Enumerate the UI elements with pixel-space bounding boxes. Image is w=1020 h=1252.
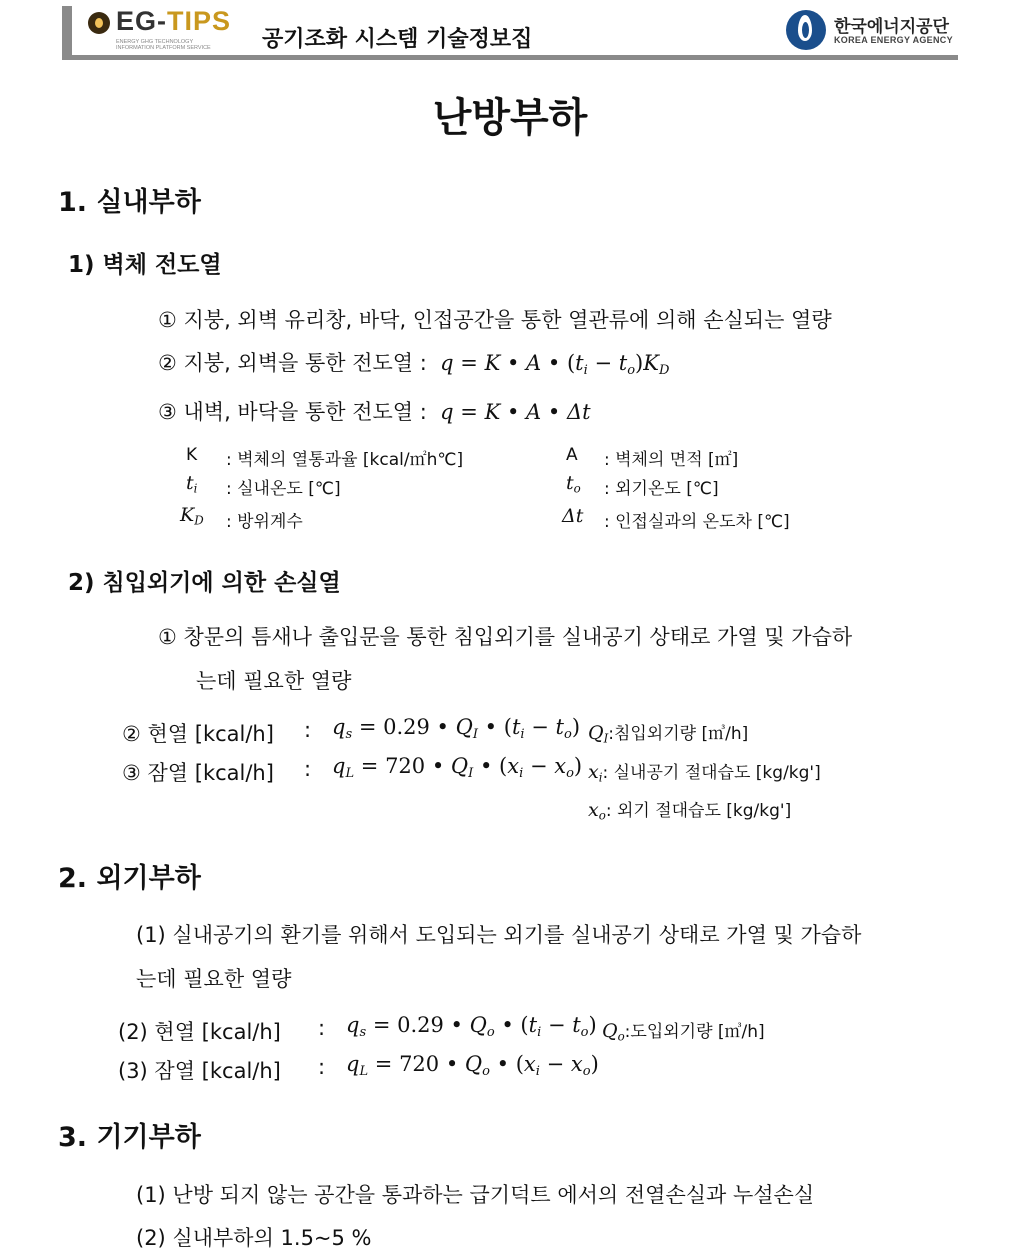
drop-icon: [88, 12, 110, 34]
legend-k-symbol: K: [186, 445, 198, 465]
subsection-heading-infiltration: 2) 침입외기에 의한 손실열: [68, 570, 341, 596]
infiltration-xo-note: $x_o$: 외기 절대습도 [kg/kg']: [588, 799, 792, 823]
outdoor-qo-note: $Q_o$:도입외기량 [㎥/h]: [602, 1020, 765, 1044]
section-heading-indoor-load: 1. 실내부하: [58, 187, 201, 218]
agency-name-ko: 한국에너지공단: [834, 17, 949, 37]
infiltration-qi-note: $Q_I$:침입외기량 [㎥/h]: [588, 722, 749, 746]
subsection-heading-wall-conduction: 1) 벽체 전도열: [68, 252, 222, 278]
page-title: 난방부하: [432, 95, 588, 141]
korea-energy-agency-logo: [786, 8, 956, 52]
logo-subtitle: ENERGY GHG TECHNOLOGY INFORMATION PLATFORM SERVICE: [116, 39, 211, 51]
infiltration-item-1-line2: 는데 필요한 열량: [196, 669, 352, 693]
latent-heat-label: ③ 잠열 [kcal/h]: [122, 761, 274, 785]
legend-dt-desc: : 인접실과의 온도차 [℃]: [604, 512, 790, 532]
legend-dt-symbol: Δt: [562, 505, 584, 527]
agency-name-en: KOREA ENERGY AGENCY: [834, 35, 953, 45]
legend-k-desc: : 벽체의 열통과율 [kcal/㎡h℃]: [226, 450, 464, 470]
infiltration-xi-note: $x_i$: 실내공기 절대습도 [kg/kg']: [588, 761, 821, 785]
formula-inner-wall: q = K • A • Δt: [433, 400, 591, 424]
colon: :: [304, 757, 312, 781]
document-series-title: 공기조화 시스템 기술정보집: [262, 27, 533, 52]
outdoor-sensible-label: (2) 현열 [kcal/h]: [118, 1020, 281, 1044]
colon: :: [304, 718, 312, 742]
outdoor-item-1-line1: (1) 실내공기의 환기를 위해서 도입되는 외기를 실내공기 상태로 가열 및 가습하: [136, 923, 862, 947]
wall-item-1: ① 지붕, 외벽 유리창, 바닥, 인접공간을 통한 열관류에 의해 손실되는 열량: [158, 308, 832, 332]
legend-a-desc: : 벽체의 면적 [㎡]: [604, 450, 739, 470]
legend-ti-symbol: $t_i$: [186, 472, 198, 496]
eg-tips-logo: [88, 8, 238, 52]
logo-text: EG-TIPS: [116, 6, 232, 36]
formula-outdoor-sensible: $q_s = 0.29$ • $Q_o$ • $(t_i - t_o)$: [346, 1013, 597, 1040]
formula-outdoor-latent: $q_L = 720$ • $Q_o$ • $(x_i - x_o)$: [346, 1052, 599, 1079]
formula-infiltration-sensible: $q_s = 0.29$ • $Q_I$ • $(t_i - t_o)$: [332, 715, 581, 742]
section-heading-outdoor-load: 2. 외기부하: [58, 863, 201, 894]
equipment-item-1: (1) 난방 되지 않는 공간을 통과하는 급기덕트 에서의 전열손실과 누설손실: [136, 1183, 815, 1207]
outdoor-latent-label: (3) 잠열 [kcal/h]: [118, 1059, 281, 1083]
legend-to-symbol: $t_o$: [566, 472, 581, 496]
legend-ti-desc: : 실내온도 [℃]: [226, 479, 341, 499]
legend-to-desc: : 외기온도 [℃]: [604, 479, 719, 499]
outdoor-item-1-line2: 는데 필요한 열량: [136, 967, 292, 991]
legend-kd-symbol: $K_D$: [180, 504, 204, 528]
formula-roof-wall: q = K • A • $(t_i - t_o)K_D$: [433, 351, 670, 378]
formula-infiltration-latent: $q_L = 720$ • $Q_I$ • $(x_i - x_o)$: [332, 754, 583, 781]
header-divider: [62, 55, 958, 60]
header-accent-bar: [62, 6, 72, 60]
colon: :: [318, 1055, 326, 1079]
section-heading-equipment-load: 3. 기기부하: [58, 1122, 201, 1153]
wall-item-2: ② 지붕, 외벽을 통한 전도열 : q = K • A • $(t_i - t_o)K_D$: [158, 351, 670, 378]
infiltration-item-1-line1: ① 창문의 틈새나 출입문을 통한 침입외기를 실내공기 상태로 가열 및 가습하: [158, 625, 853, 649]
colon: :: [318, 1016, 326, 1040]
equipment-item-2: (2) 실내부하의 1.5~5 %: [136, 1226, 372, 1250]
wall-item-3: ③ 내벽, 바닥을 통한 전도열 : q = K • A • Δt: [158, 400, 591, 424]
sensible-heat-label: ② 현열 [kcal/h]: [122, 722, 274, 746]
legend-kd-desc: : 방위계수: [226, 512, 303, 532]
agency-emblem-icon: [786, 10, 826, 50]
legend-a-symbol: A: [566, 445, 578, 465]
